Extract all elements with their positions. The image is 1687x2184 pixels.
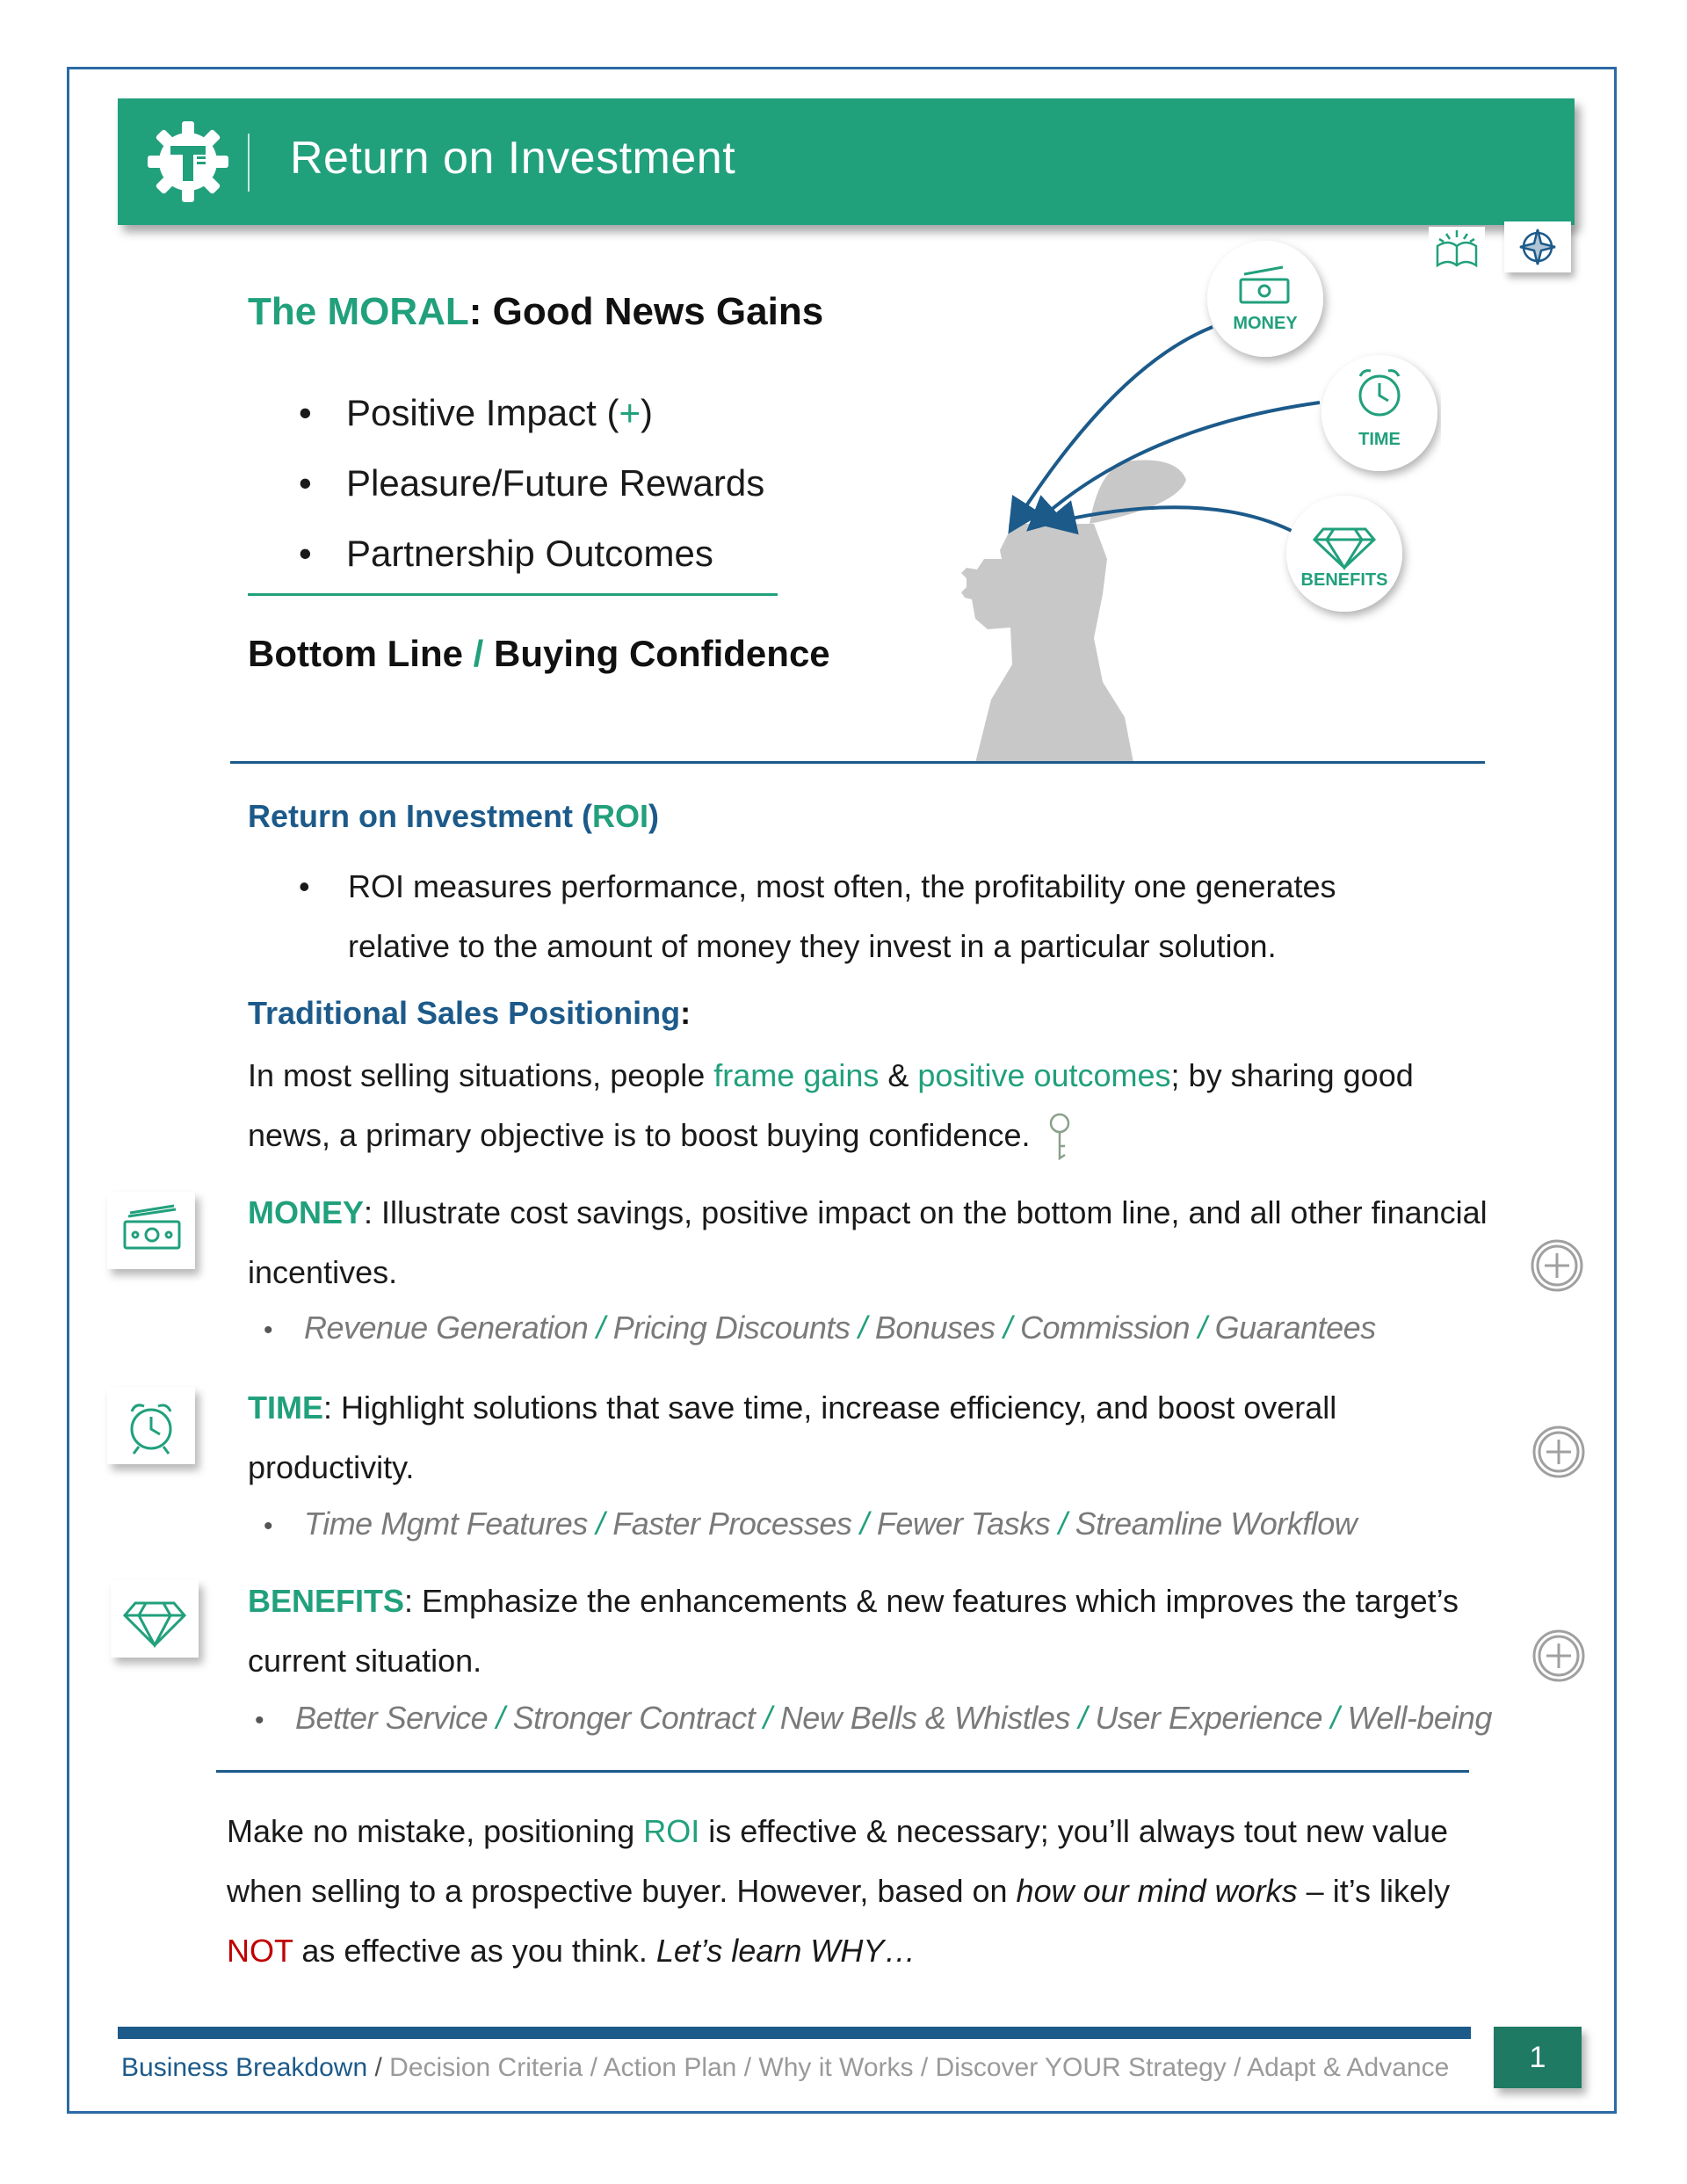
example-item: Guarantees (1206, 1310, 1376, 1346)
moral-colon: : (468, 290, 482, 333)
head-silhouette (947, 460, 1186, 763)
traditional-colon: : (680, 995, 691, 1031)
time-paragraph (248, 1378, 1495, 1498)
bullet-dot: • (299, 868, 310, 904)
slash: / (858, 1310, 867, 1346)
example-item: Pricing Discounts (605, 1310, 858, 1346)
page-number: 1 (1494, 2027, 1582, 2088)
moral-item-after: ) (640, 392, 653, 433)
money-paragraph (248, 1183, 1495, 1302)
time-text: : Highlight solutions that save time, increase efficiency, and boost overall productivity. (248, 1389, 1337, 1485)
footer-nav-adapt-advance[interactable]: Adapt & Advance (1247, 2053, 1450, 2082)
slash: / (596, 1506, 605, 1542)
moral-label: The MORAL (248, 290, 469, 333)
frame-gains-highlight: frame gains (713, 1057, 880, 1093)
key-icon (1042, 1111, 1077, 1164)
compass-icon[interactable] (1504, 221, 1571, 272)
benefits-text: : Emphasize the enhancements & new features which improves the target’s current situation. (248, 1583, 1459, 1679)
not-highlight: NOT (227, 1933, 293, 1969)
bottom-line-heading (248, 633, 830, 675)
moral-title: Good News Gains (492, 290, 824, 333)
moral-item (299, 387, 764, 457)
traditional-text: & (879, 1057, 918, 1093)
footer-sep: / (736, 2053, 759, 2082)
roi-bullet-line: relative to the amount of money they invest in a particular solution. (348, 928, 1277, 964)
footer-sep: / (913, 2053, 936, 2082)
example-item: Bonuses (866, 1310, 1003, 1346)
footer-nav (121, 2053, 1449, 2083)
benefits-bubble (1286, 496, 1402, 612)
header-banner (118, 98, 1575, 225)
traditional-text: In most selling situations, people (248, 1057, 714, 1093)
example-item: Streamline Workflow (1067, 1506, 1358, 1542)
example-item: Commission (1011, 1310, 1198, 1346)
closing-paragraph (227, 1802, 1510, 1981)
example-item: Faster Processes (604, 1506, 860, 1542)
header-divider (248, 134, 250, 192)
money-keyword: MONEY (248, 1194, 365, 1230)
closing-text: as effective as you think. (293, 1933, 656, 1969)
traditional-heading (248, 995, 691, 1032)
bullet-dot: • (264, 1512, 273, 1541)
roi-heading-text: Return on Investment ( (248, 798, 593, 834)
footer-nav-action-plan[interactable]: Action Plan (603, 2053, 737, 2082)
bullet-dot: • (255, 1706, 264, 1735)
bullet-dot: • (264, 1316, 273, 1345)
slash: / (763, 1700, 772, 1736)
expand-plus-icon[interactable] (1531, 1424, 1587, 1480)
page-title: Return on Investment (290, 133, 736, 184)
moral-heading (248, 290, 823, 334)
bottom-line-slash: / (473, 633, 484, 674)
slash: / (1078, 1700, 1087, 1736)
slash: / (596, 1310, 605, 1346)
footer-sep: / (583, 2053, 604, 2082)
moral-item-text: Positive Impact ( (346, 392, 619, 433)
bottom-line-label: Bottom Line (248, 633, 463, 674)
roi-highlight: ROI (643, 1813, 700, 1849)
benefits-label: BENEFITS (1300, 570, 1388, 590)
diamond-icon (111, 1580, 199, 1658)
example-item: Fewer Tasks (868, 1506, 1059, 1542)
footer-nav-business-breakdown[interactable]: Business Breakdown (121, 2053, 368, 2082)
footer-nav-discover-your-strategy[interactable]: Discover YOUR Strategy (935, 2053, 1227, 2082)
example-item: New Bells & Whistles (771, 1700, 1079, 1736)
time-bubble (1321, 355, 1437, 471)
example-item: User Experience (1086, 1700, 1331, 1736)
slash: / (1003, 1310, 1012, 1346)
roi-abbrev: ROI (592, 798, 649, 834)
closing-text: is effective & necessary; you’ll always tout new value when selling to a prospective buyer. However, based on (227, 1813, 1449, 1909)
alarm-clock-icon (107, 1387, 195, 1464)
section-divider (230, 761, 1485, 764)
closing-text: – it’s likely (1297, 1873, 1451, 1909)
footer-nav-decision-criteria[interactable]: Decision Criteria (389, 2053, 583, 2082)
example-item: Stronger Contract (504, 1700, 764, 1736)
moral-list (299, 387, 764, 598)
money-label: MONEY (1233, 314, 1298, 333)
slash: / (496, 1700, 505, 1736)
roi-heading (248, 798, 659, 835)
section-divider (216, 1770, 1469, 1773)
money-icon (107, 1192, 195, 1269)
moral-divider (248, 593, 778, 596)
traditional-paragraph (248, 1046, 1495, 1165)
footer-sep: / (367, 2053, 390, 2082)
time-keyword: TIME (248, 1389, 323, 1426)
roi-heading-close: ) (648, 798, 660, 834)
time-label: TIME (1358, 430, 1401, 449)
benefits-keyword: BENEFITS (248, 1583, 405, 1619)
positive-outcomes-highlight: positive outcomes (917, 1057, 1171, 1093)
example-item: Better Service (295, 1700, 496, 1736)
moral-item (299, 457, 764, 527)
money-text: : Illustrate cost savings, positive impact on the bottom line, and all other financial incentives. (248, 1194, 1488, 1290)
roi-bullet-line: ROI measures performance, most often, the profitability one generates (348, 868, 1336, 904)
head-illustration (914, 225, 1441, 763)
slash: / (859, 1506, 869, 1542)
footer-sep: / (1226, 2053, 1248, 2082)
closing-italic: Let’s learn WHY… (655, 1933, 916, 1969)
expand-plus-icon[interactable] (1529, 1237, 1585, 1294)
benefits-examples (255, 1700, 1492, 1737)
benefits-paragraph (248, 1571, 1495, 1691)
slash: / (1198, 1310, 1207, 1346)
footer-nav-why-it-works[interactable]: Why it Works (758, 2053, 914, 2082)
traditional-text: ; by sharing good news, a primary objective is to boost buying confidence. (248, 1057, 1414, 1153)
example-item: Time Mgmt Features (304, 1506, 597, 1542)
moral-item-text: Pleasure/Future Rewards (346, 462, 765, 504)
example-item: Well-being (1339, 1700, 1492, 1736)
closing-italic: how our mind works (1016, 1873, 1298, 1909)
roi-bullet (299, 857, 1441, 976)
money-bubble (1207, 241, 1323, 357)
buying-confidence-label: Buying Confidence (493, 633, 830, 674)
traditional-heading-text: Traditional Sales Positioning (248, 995, 681, 1031)
expand-plus-icon[interactable] (1531, 1628, 1587, 1684)
moral-item-text: Partnership Outcomes (346, 533, 713, 574)
time-examples (264, 1506, 1357, 1542)
slash: / (1058, 1506, 1068, 1542)
footer-bar (118, 2027, 1471, 2039)
example-item: Revenue Generation (304, 1310, 597, 1346)
slash: / (1330, 1700, 1340, 1736)
moral-item-plus: + (619, 392, 641, 433)
money-examples (264, 1310, 1376, 1346)
gear-logo-icon (144, 118, 232, 206)
moral-item (299, 527, 764, 598)
closing-text: Make no mistake, positioning (227, 1813, 644, 1849)
